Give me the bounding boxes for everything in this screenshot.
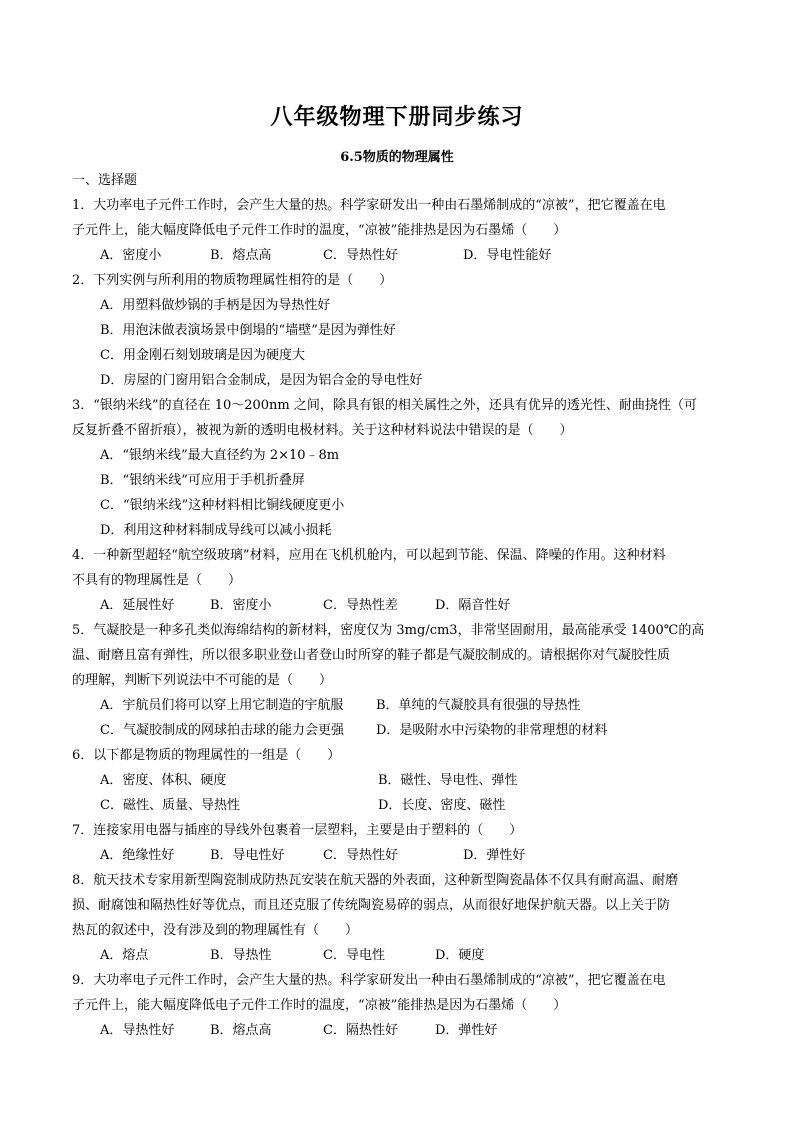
option-c: C．用金刚石刻划玻璃是因为硬度大 — [100, 348, 305, 363]
option-b: B．导电性好 — [210, 848, 285, 863]
question-text: 不具有的物理属性是（ ） — [72, 573, 242, 588]
question-list — [72, 168, 728, 1043]
question-text: 子元件上，能大幅度降低电子元件工作时的温度，“凉被”能排热是因为石墨烯（ ） — [72, 998, 567, 1013]
question-text: 热瓦的叙述中，没有涉及到的物理属性有（ ） — [72, 923, 359, 938]
option-a: A．延展性好 — [100, 598, 175, 613]
option-d: D．房屋的门窗用铝合金制成，是因为铝合金的导电性好 — [100, 373, 423, 388]
option-c: C．气凝胶制成的网球拍击球的能力会更强 — [100, 723, 344, 738]
question-text: 损、耐腐蚀和隔热性好等优点，而且还克服了传统陶瓷易碎的弱点，从而很好地保护航天器。以上关于防 — [72, 898, 671, 913]
question-text: 反复折叠不留折痕），被视为新的透明电极材料。关于这种材料说法中错误的是（ ） — [72, 423, 573, 438]
question-1 — [72, 193, 728, 268]
option-d: D．导电性能好 — [463, 248, 552, 263]
question-text: 4．一种新型超轻“航空级玻璃”材料，应用在飞机机舱内，可以起到节能、保温、降噪的作用。这种材料 — [72, 548, 666, 563]
option-b: B．“银纳米线”可应用于手机折叠屏 — [100, 473, 305, 488]
option-c: C．导热性好 — [323, 248, 398, 263]
question-text: 的理解，判断下列说法中不可能的是（ ） — [72, 673, 333, 688]
option-a: A．用塑料做炒锅的手柄是因为导热性好 — [100, 298, 331, 313]
option-c: C．导热性差 — [323, 598, 398, 613]
options-row — [72, 593, 728, 618]
section-heading: 一、选择题 — [72, 173, 138, 188]
options-row — [72, 793, 728, 818]
question-text: 子元件上，能大幅度降低电子元件工作时的温度，“凉被”能排热是因为石墨烯（ ） — [72, 223, 567, 238]
option-c: C．导电性 — [323, 948, 385, 963]
option-c: C．磁性、质量、导热性 — [100, 798, 240, 813]
option-b: B．熔点高 — [210, 248, 272, 263]
option-a: A．密度小 — [100, 248, 162, 263]
option-b: B．用泡沫做表演场景中倒塌的“墙壁”是因为弹性好 — [100, 323, 396, 338]
option-d: D．长度、密度、磁性 — [378, 798, 506, 813]
options-row — [72, 943, 728, 968]
option-d: D．隔音性好 — [435, 598, 511, 613]
question-text: 3．“银纳米线”的直径在 10～200nm 之间，除具有银的相关属性之外，还具有优异的透光性、耐曲挠性（可 — [72, 398, 697, 413]
option-c: C．隔热性好 — [323, 1023, 398, 1038]
question-text: 1．大功率电子元件工作时，会产生大量的热。科学家研发出一种由石墨烯制成的“凉被”，把它覆盖在电 — [72, 198, 666, 213]
option-a: A．密度、体积、硬度 — [100, 773, 227, 788]
option-d: D．弹性好 — [435, 1023, 498, 1038]
question-text: 8．航天技术专家用新型陶瓷制成防热瓦安装在航天器的外表面，这种新型陶瓷晶体不仅具有耐高温、耐磨 — [72, 873, 679, 888]
option-c: C．导热性好 — [323, 848, 398, 863]
options-row — [72, 1018, 728, 1043]
question-6 — [72, 743, 728, 818]
option-d: D．是吸附水中污染物的非常理想的材料 — [376, 723, 608, 738]
option-b: B．熔点高 — [210, 1023, 272, 1038]
question-5 — [72, 618, 728, 743]
option-c: C．“银纳米线”这种材料相比铜线硬度更小 — [100, 498, 345, 513]
option-b: B．导热性 — [210, 948, 272, 963]
option-a: A．绝缘性好 — [100, 848, 175, 863]
option-b: B．密度小 — [210, 598, 272, 613]
option-a: A．熔点 — [100, 948, 149, 963]
question-text: 5．气凝胶是一种多孔类似海绵结构的新材料，密度仅为 3mg/cm3，非常坚固耐用，最高能承受 1400℃的高 — [72, 623, 705, 638]
option-a: A．“银纳米线”最大直径约为 2×10﹣8m — [100, 448, 340, 463]
options-row — [72, 768, 728, 793]
question-2 — [72, 268, 728, 393]
option-a: A．导热性好 — [100, 1023, 175, 1038]
options-row — [72, 718, 728, 743]
option-a: A．宇航员们将可以穿上用它制造的宇航服 — [100, 698, 344, 713]
question-text: 温、耐磨且富有弹性，所以很多职业登山者登山时所穿的鞋子都是气凝胶制成的。请根据你对气凝胶性质 — [72, 648, 671, 663]
question-text: 7．连接家用电器与插座的导线外包裹着一层塑料，主要是由于塑料的（ ） — [72, 823, 523, 838]
page-subtitle: 6.5物质的物理属性 — [340, 150, 454, 165]
question-3 — [72, 393, 728, 543]
question-4 — [72, 543, 728, 618]
question-text: 2．下列实例与所利用的物质物理属性相符的是（ ） — [72, 273, 393, 288]
option-d: D．弹性好 — [463, 848, 526, 863]
options-row — [72, 843, 728, 868]
question-text: 6．以下都是物质的物理属性的一组是（ ） — [72, 748, 341, 763]
options-row — [72, 693, 728, 718]
question-text: 9．大功率电子元件工作时，会产生大量的热。科学家研发出一种由石墨烯制成的“凉被”，把它覆盖在电 — [72, 973, 666, 988]
option-b: B．单纯的气凝胶具有很强的导热性 — [376, 698, 581, 713]
options-row — [72, 243, 728, 268]
option-b: B．磁性、导电性、弹性 — [378, 773, 518, 788]
question-7 — [72, 818, 728, 868]
page-title: 八年级物理下册同步练习 — [270, 104, 524, 130]
question-8 — [72, 868, 728, 968]
option-d: D．硬度 — [435, 948, 485, 963]
option-d: D．利用这种材料制成导线可以减小损耗 — [100, 523, 332, 538]
question-9 — [72, 968, 728, 1043]
